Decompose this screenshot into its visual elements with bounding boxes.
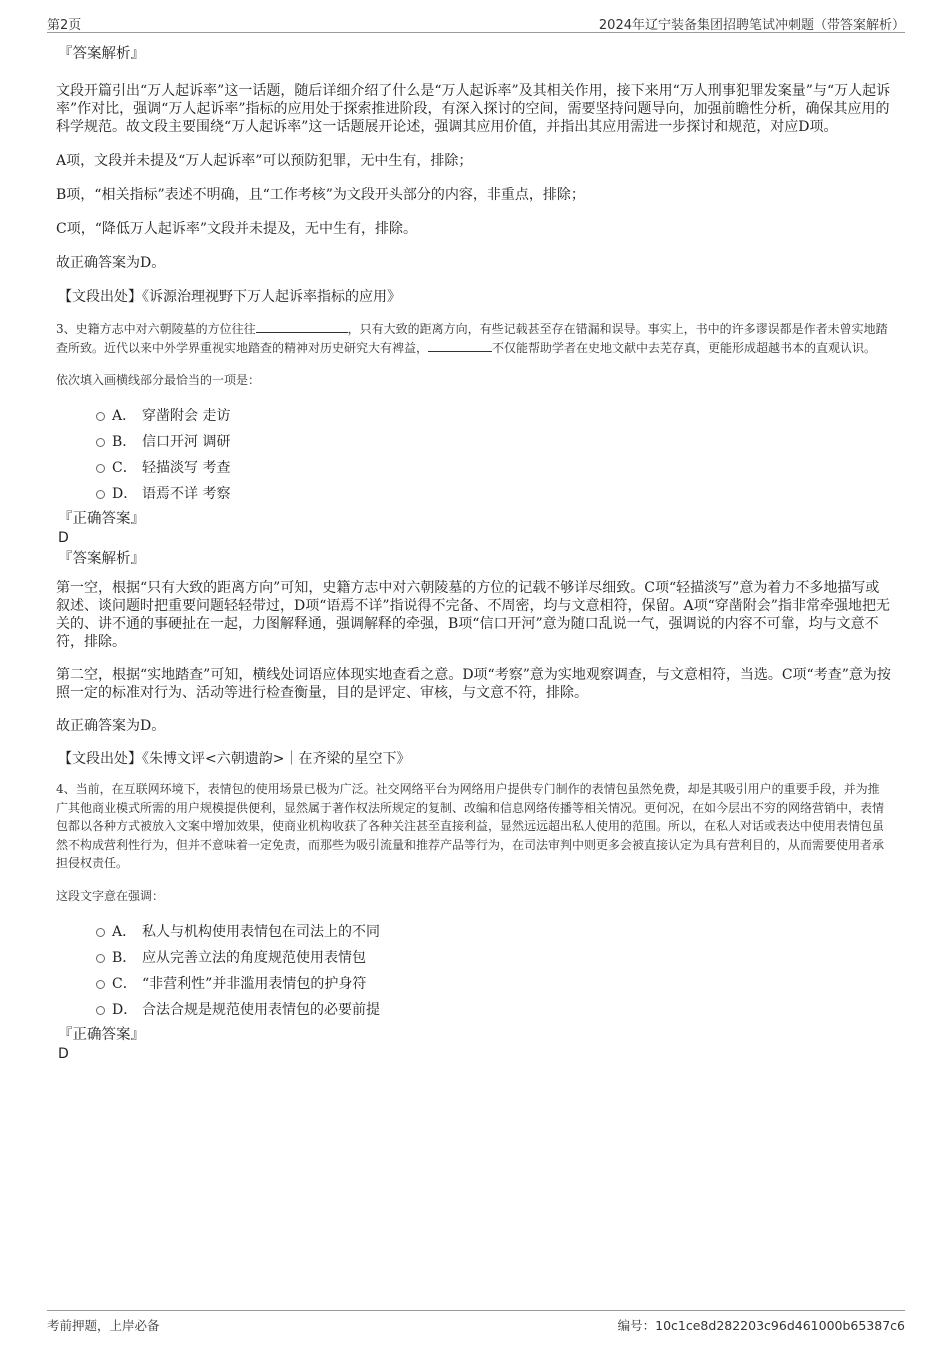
page-content — [56, 44, 891, 1063]
q3-analysis-blank-1: 第一空，根据“只有大致的距离方向”可知，史籍方志中对六朝陵墓的方位的记载不够详尽细致。C项“轻描淡写”意为着力不多地描写或叙述、谈问题时把重要问题轻轻带过，D项“语焉不详”指说得不完备、不周密，均与文意相符，保留。A项“穿凿附会”指非常牵强地把无关的、讲不通的事硬扯在一起，力图解释通，强调解释的牵强，B项“信口开河”意为随口乱说一气，强调说的内容不可靠，均与文意不符，排除。 — [56, 580, 890, 650]
page-footer — [47, 1310, 905, 1333]
q3-options — [56, 403, 891, 507]
q2-source: 【文段出处】《诉源治理视野下万人起诉率指标的应用》 — [58, 289, 401, 305]
q4-option-a[interactable]: A． 私人与机构使用表情包在司法上的不同 — [56, 919, 891, 945]
q4-answer: D — [58, 1045, 69, 1062]
q3-option-d[interactable]: D． 语焉不详 考察 — [56, 481, 891, 507]
document-id: 编号：10c1ce8d282203c96d461000b65387c6 — [617, 1318, 905, 1333]
q3-prompt: 依次填入画横线部分最恰当的一项是： — [56, 373, 261, 387]
radio-icon[interactable] — [96, 1006, 105, 1015]
q2-analysis-option-a: A项，文段并未提及“万人起诉率”可以预防犯罪，无中生有，排除； — [56, 153, 473, 169]
q3-blank-1 — [256, 321, 348, 333]
radio-icon[interactable] — [96, 412, 105, 421]
footer-slogan: 考前押题，上岸必备 — [47, 1318, 160, 1333]
q3-question-text: 3、史籍方志中对六朝陵墓的方位往往 ，只有大致的距离方向，有些记载甚至存在错漏和误导。事实上，书中的许多谬误都是作者未曾实地踏查所致。近代以来中外学界重视实地踏查的精神对历史研究大有裨益， 不仅能帮助学者在史地文献中去芜存真，更能形成超越书本的直观认识。 — [56, 322, 888, 355]
q2-analysis-option-b: B项，“相关指标”表述不明确，且“工作考核”为文段开头部分的内容，非重点，排除； — [56, 187, 585, 203]
q3-option-b[interactable]: B． 信口开河 调研 — [56, 429, 891, 455]
q3-analysis-label: 『答案解析』 — [58, 551, 145, 567]
radio-icon[interactable] — [96, 438, 105, 447]
q4-prompt: 这段文字意在强调： — [56, 888, 165, 903]
q4-option-b[interactable]: B． 应从完善立法的角度规范使用表情包 — [56, 945, 891, 971]
page-header — [47, 12, 905, 33]
radio-icon[interactable] — [96, 464, 105, 473]
q3-conclusion: 故正确答案为D。 — [56, 718, 166, 734]
q2-analysis-paragraph: 文段开篇引出“万人起诉率”这一话题，随后详细介绍了什么是“万人起诉率”及其相关作用，接下来用“万人刑事犯罪发案量”与“万人起诉率”作对比，强调“万人起诉率”指标的应用处于探索推进阶段，有深入探讨的空间，需要坚持问题导向，加强前瞻性分析，确保其应用的科学规范。故文段主要围绕“万人起诉率”这一话题展开论述，强调其应用价值，并指出其应用需进一步探讨和规范，对应D项。 — [56, 83, 891, 135]
q3-source: 【文段出处】《朱博文评<六朝遗韵>｜在齐梁的星空下》 — [58, 751, 411, 767]
q3-option-a[interactable]: A． 穿凿附会 走访 — [56, 403, 891, 429]
radio-icon[interactable] — [96, 954, 105, 963]
document-title: 2024年辽宁装备集团招聘笔试冲刺题（带答案解析） — [598, 18, 905, 33]
q2-conclusion: 故正确答案为D。 — [56, 255, 166, 271]
q3-answer: D — [58, 530, 69, 546]
q4-option-d[interactable]: D． 合法合规是规范使用表情包的必要前提 — [56, 997, 891, 1023]
q4-options — [56, 919, 891, 1023]
q3-analysis-blank-2: 第二空，根据“实地踏查”可知，横线处词语应体现实地查看之意。D项“考察”意为实地观察调查，与文意相符，当选。C项“考查”意为按照一定的标准对行为、活动等进行检查衡量，目的是评定、审核，与文意不符，排除。 — [56, 667, 891, 701]
q3-blank-2 — [428, 340, 492, 352]
q4-answer-label: 『正确答案』 — [58, 1026, 145, 1043]
q3-option-c[interactable]: C． 轻描淡写 考查 — [56, 455, 891, 481]
radio-icon[interactable] — [96, 490, 105, 499]
radio-icon[interactable] — [96, 980, 105, 989]
radio-icon[interactable] — [96, 928, 105, 937]
q2-analysis-label: 『答案解析』 — [58, 46, 145, 62]
q2-analysis-option-c: C项，“降低万人起诉率”文段并未提及，无中生有，排除。 — [56, 221, 418, 237]
q3-answer-label: 『正确答案』 — [58, 511, 145, 527]
page-number: 第2页 — [47, 18, 82, 33]
q4-option-c[interactable]: C． “非营利性”并非滥用表情包的护身符 — [56, 971, 891, 997]
q4-question-text: 4、当前，在互联网环境下，表情包的使用场景已极为广泛。社交网络平台为网络用户提供专门制作的表情包虽然免费，却是其吸引用户的重要手段，并为推广其他商业模式所需的用户规模提供便利，显然属于著作权法所规定的复制、改编和信息网络传播等相关情况。更何况，在如今层出不穷的网络营销中，表情包都以各种方式被放入文案中增加效果，使商业机构收获了各种关注甚至直接利益，显然远远超出私人使用的范围。所以，在私人对话或表达中使用表情包虽然不构成营利性行为，但并不意味着一定免责，而那些为吸引流量和推荐产品等行为，在司法审判中则更多会被直接认定为具有营利目的，从而需要使用者承担侵权责任。 — [56, 782, 885, 870]
